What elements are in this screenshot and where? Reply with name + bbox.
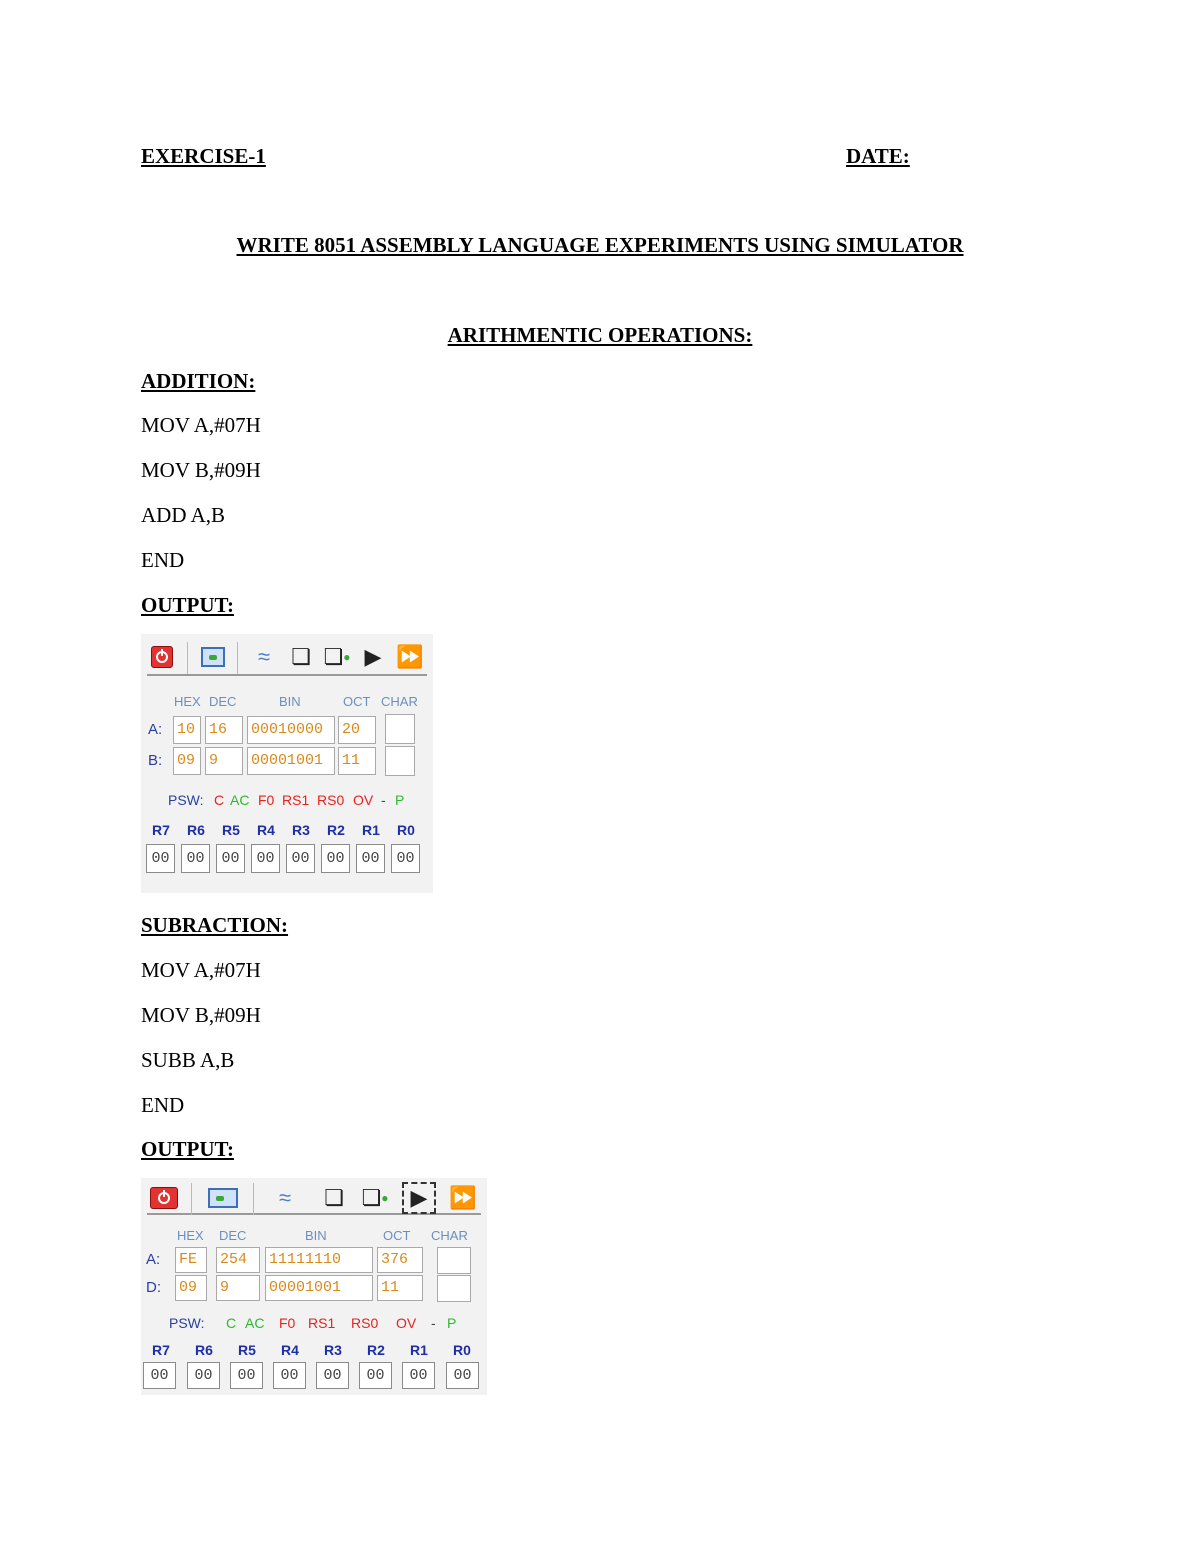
wave-icon[interactable]: ≈ [278, 1185, 292, 1210]
a-hex-field[interactable]: 10 [173, 716, 201, 744]
b-char-field[interactable] [437, 1275, 471, 1302]
psw-label: PSW: [168, 792, 204, 808]
a-oct-field[interactable]: 20 [338, 716, 376, 744]
reg-label-r6: R6 [187, 822, 205, 838]
reg-label-r6: R6 [195, 1342, 213, 1358]
hex-label: HEX [174, 694, 201, 709]
reg-r6-field[interactable]: 00 [181, 844, 210, 873]
char-label: CHAR [431, 1228, 468, 1243]
power-icon [150, 1187, 178, 1209]
reg-label-r3: R3 [324, 1342, 342, 1358]
output-label: OUTPUT: [141, 1137, 234, 1161]
code-line: END [141, 548, 185, 572]
reg-label-r0: R0 [397, 822, 415, 838]
flag-p: P [447, 1315, 457, 1331]
register-b-label: B: [148, 752, 163, 769]
reg-r1-field[interactable]: 00 [356, 844, 385, 873]
a-char-field[interactable] [385, 714, 415, 744]
play-icon[interactable]: ▶ [405, 1185, 433, 1211]
b-char-field[interactable] [385, 746, 415, 776]
reg-label-r4: R4 [281, 1342, 299, 1358]
dec-label: DEC [209, 694, 237, 709]
flag-f0: F0 [279, 1315, 296, 1331]
flag-rs0: RS0 [317, 792, 345, 808]
step-over-icon[interactable]: ❏ ● [361, 1185, 389, 1210]
flag-dash: - [381, 792, 386, 808]
reg-r0-field[interactable]: 00 [391, 844, 420, 873]
char-label: CHAR [381, 694, 418, 709]
flag-rs0: RS0 [351, 1315, 379, 1331]
flag-ov: OV [353, 792, 374, 808]
dec-label: DEC [219, 1228, 247, 1243]
reg-label-r2: R2 [367, 1342, 385, 1358]
reg-r1-field[interactable]: 00 [402, 1362, 435, 1389]
simulator-panel [141, 634, 433, 893]
flag-p: P [395, 792, 405, 808]
code-line: SUBB A,B [141, 1048, 235, 1072]
reg-label-r1: R1 [410, 1342, 428, 1358]
oct-label: OCT [383, 1228, 411, 1243]
reg-r0-field[interactable]: 00 [446, 1362, 479, 1389]
bin-label: BIN [279, 694, 301, 709]
exercise-label: EXERCISE-1 [141, 144, 266, 168]
bin-label: BIN [305, 1228, 327, 1243]
power-icon [151, 646, 173, 668]
code-line: END [141, 1093, 185, 1117]
reg-r2-field[interactable]: 00 [359, 1362, 392, 1389]
psw-label: PSW: [169, 1315, 205, 1331]
code-line: MOV A,#07H [141, 958, 261, 982]
flag-c: C [226, 1315, 237, 1331]
step-over-icon[interactable]: ❏ ● [323, 644, 351, 669]
register-a-label: A: [148, 721, 163, 738]
oct-label: OCT [343, 694, 371, 709]
page-title: WRITE 8051 ASSEMBLY LANGUAGE EXPERIMENTS USING SIMULATOR [236, 233, 964, 257]
hex-label: HEX [177, 1228, 204, 1243]
reg-label-r5: R5 [238, 1342, 256, 1358]
register-a-label: A: [146, 1251, 161, 1268]
monitor-button[interactable] [199, 644, 227, 670]
reg-label-r4: R4 [257, 822, 275, 838]
flag-ov: OV [396, 1315, 417, 1331]
fast-forward-icon[interactable]: ⏩ [396, 644, 424, 669]
monitor-icon [201, 647, 225, 667]
reg-r5-field[interactable]: 00 [216, 844, 245, 873]
flag-rs1: RS1 [308, 1315, 336, 1331]
date-label: DATE: [846, 144, 910, 168]
fast-forward-icon[interactable]: ⏩ [449, 1185, 477, 1210]
a-hex-field[interactable]: FE [175, 1247, 207, 1273]
monitor-button[interactable] [207, 1185, 239, 1211]
b-dec-field[interactable]: 9 [205, 747, 243, 775]
reg-label-r2: R2 [327, 822, 345, 838]
section-title: ARITHMENTIC OPERATIONS: [447, 323, 753, 347]
reg-r5-field[interactable]: 00 [230, 1362, 263, 1389]
b-oct-field[interactable]: 11 [377, 1275, 423, 1301]
a-dec-field[interactable]: 254 [216, 1247, 260, 1273]
step-icon[interactable]: ❏ [324, 1185, 344, 1210]
b-oct-field[interactable]: 11 [338, 747, 376, 775]
output-label: OUTPUT: [141, 593, 234, 617]
b-bin-field[interactable]: 00001001 [247, 747, 335, 775]
a-bin-field[interactable]: 00010000 [247, 716, 335, 744]
toolbar [147, 1181, 481, 1215]
power-button[interactable] [149, 1185, 179, 1211]
toolbar [147, 640, 427, 676]
reg-label-r1: R1 [362, 822, 380, 838]
reg-label-r3: R3 [292, 822, 310, 838]
reg-r7-field[interactable]: 00 [146, 844, 175, 873]
flag-dash: - [431, 1315, 436, 1331]
b-hex-field[interactable]: 09 [173, 747, 201, 775]
reg-r7-field[interactable]: 00 [143, 1362, 176, 1389]
code-line: MOV A,#07H [141, 413, 261, 437]
play-icon[interactable]: ▶ [364, 644, 382, 669]
step-icon[interactable]: ❏ [291, 644, 311, 669]
subtraction-heading: SUBRACTION: [141, 913, 289, 937]
b-dec-field[interactable]: 9 [216, 1275, 260, 1301]
reg-label-r5: R5 [222, 822, 240, 838]
a-bin-field[interactable]: 11111110 [265, 1247, 373, 1273]
flag-ac: AC [245, 1315, 265, 1331]
code-line: ADD A,B [141, 503, 226, 527]
code-line: MOV B,#09H [141, 458, 261, 482]
reg-r3-field[interactable]: 00 [316, 1362, 349, 1389]
flag-f0: F0 [258, 792, 275, 808]
reg-r6-field[interactable]: 00 [187, 1362, 220, 1389]
a-char-field[interactable] [437, 1247, 471, 1274]
a-oct-field[interactable]: 376 [377, 1247, 423, 1273]
reg-r4-field[interactable]: 00 [251, 844, 280, 873]
code-line: MOV B,#09H [141, 1003, 261, 1027]
monitor-icon [208, 1188, 238, 1208]
a-dec-field[interactable]: 16 [205, 716, 243, 744]
reg-r4-field[interactable]: 00 [273, 1362, 306, 1389]
power-button[interactable] [149, 644, 175, 670]
flag-rs1: RS1 [282, 792, 310, 808]
addition-heading: ADDITION: [141, 369, 256, 393]
wave-icon[interactable]: ≈ [257, 644, 271, 669]
flag-ac: AC [230, 792, 250, 808]
reg-label-r7: R7 [152, 1342, 170, 1358]
flag-c: C [214, 792, 225, 808]
register-b-label: D: [146, 1279, 161, 1296]
reg-r3-field[interactable]: 00 [286, 844, 315, 873]
reg-label-r0: R0 [453, 1342, 471, 1358]
b-bin-field[interactable]: 00001001 [265, 1275, 373, 1301]
reg-r2-field[interactable]: 00 [321, 844, 350, 873]
simulator-panel [141, 1178, 487, 1395]
b-hex-field[interactable]: 09 [175, 1275, 207, 1301]
reg-label-r7: R7 [152, 822, 170, 838]
